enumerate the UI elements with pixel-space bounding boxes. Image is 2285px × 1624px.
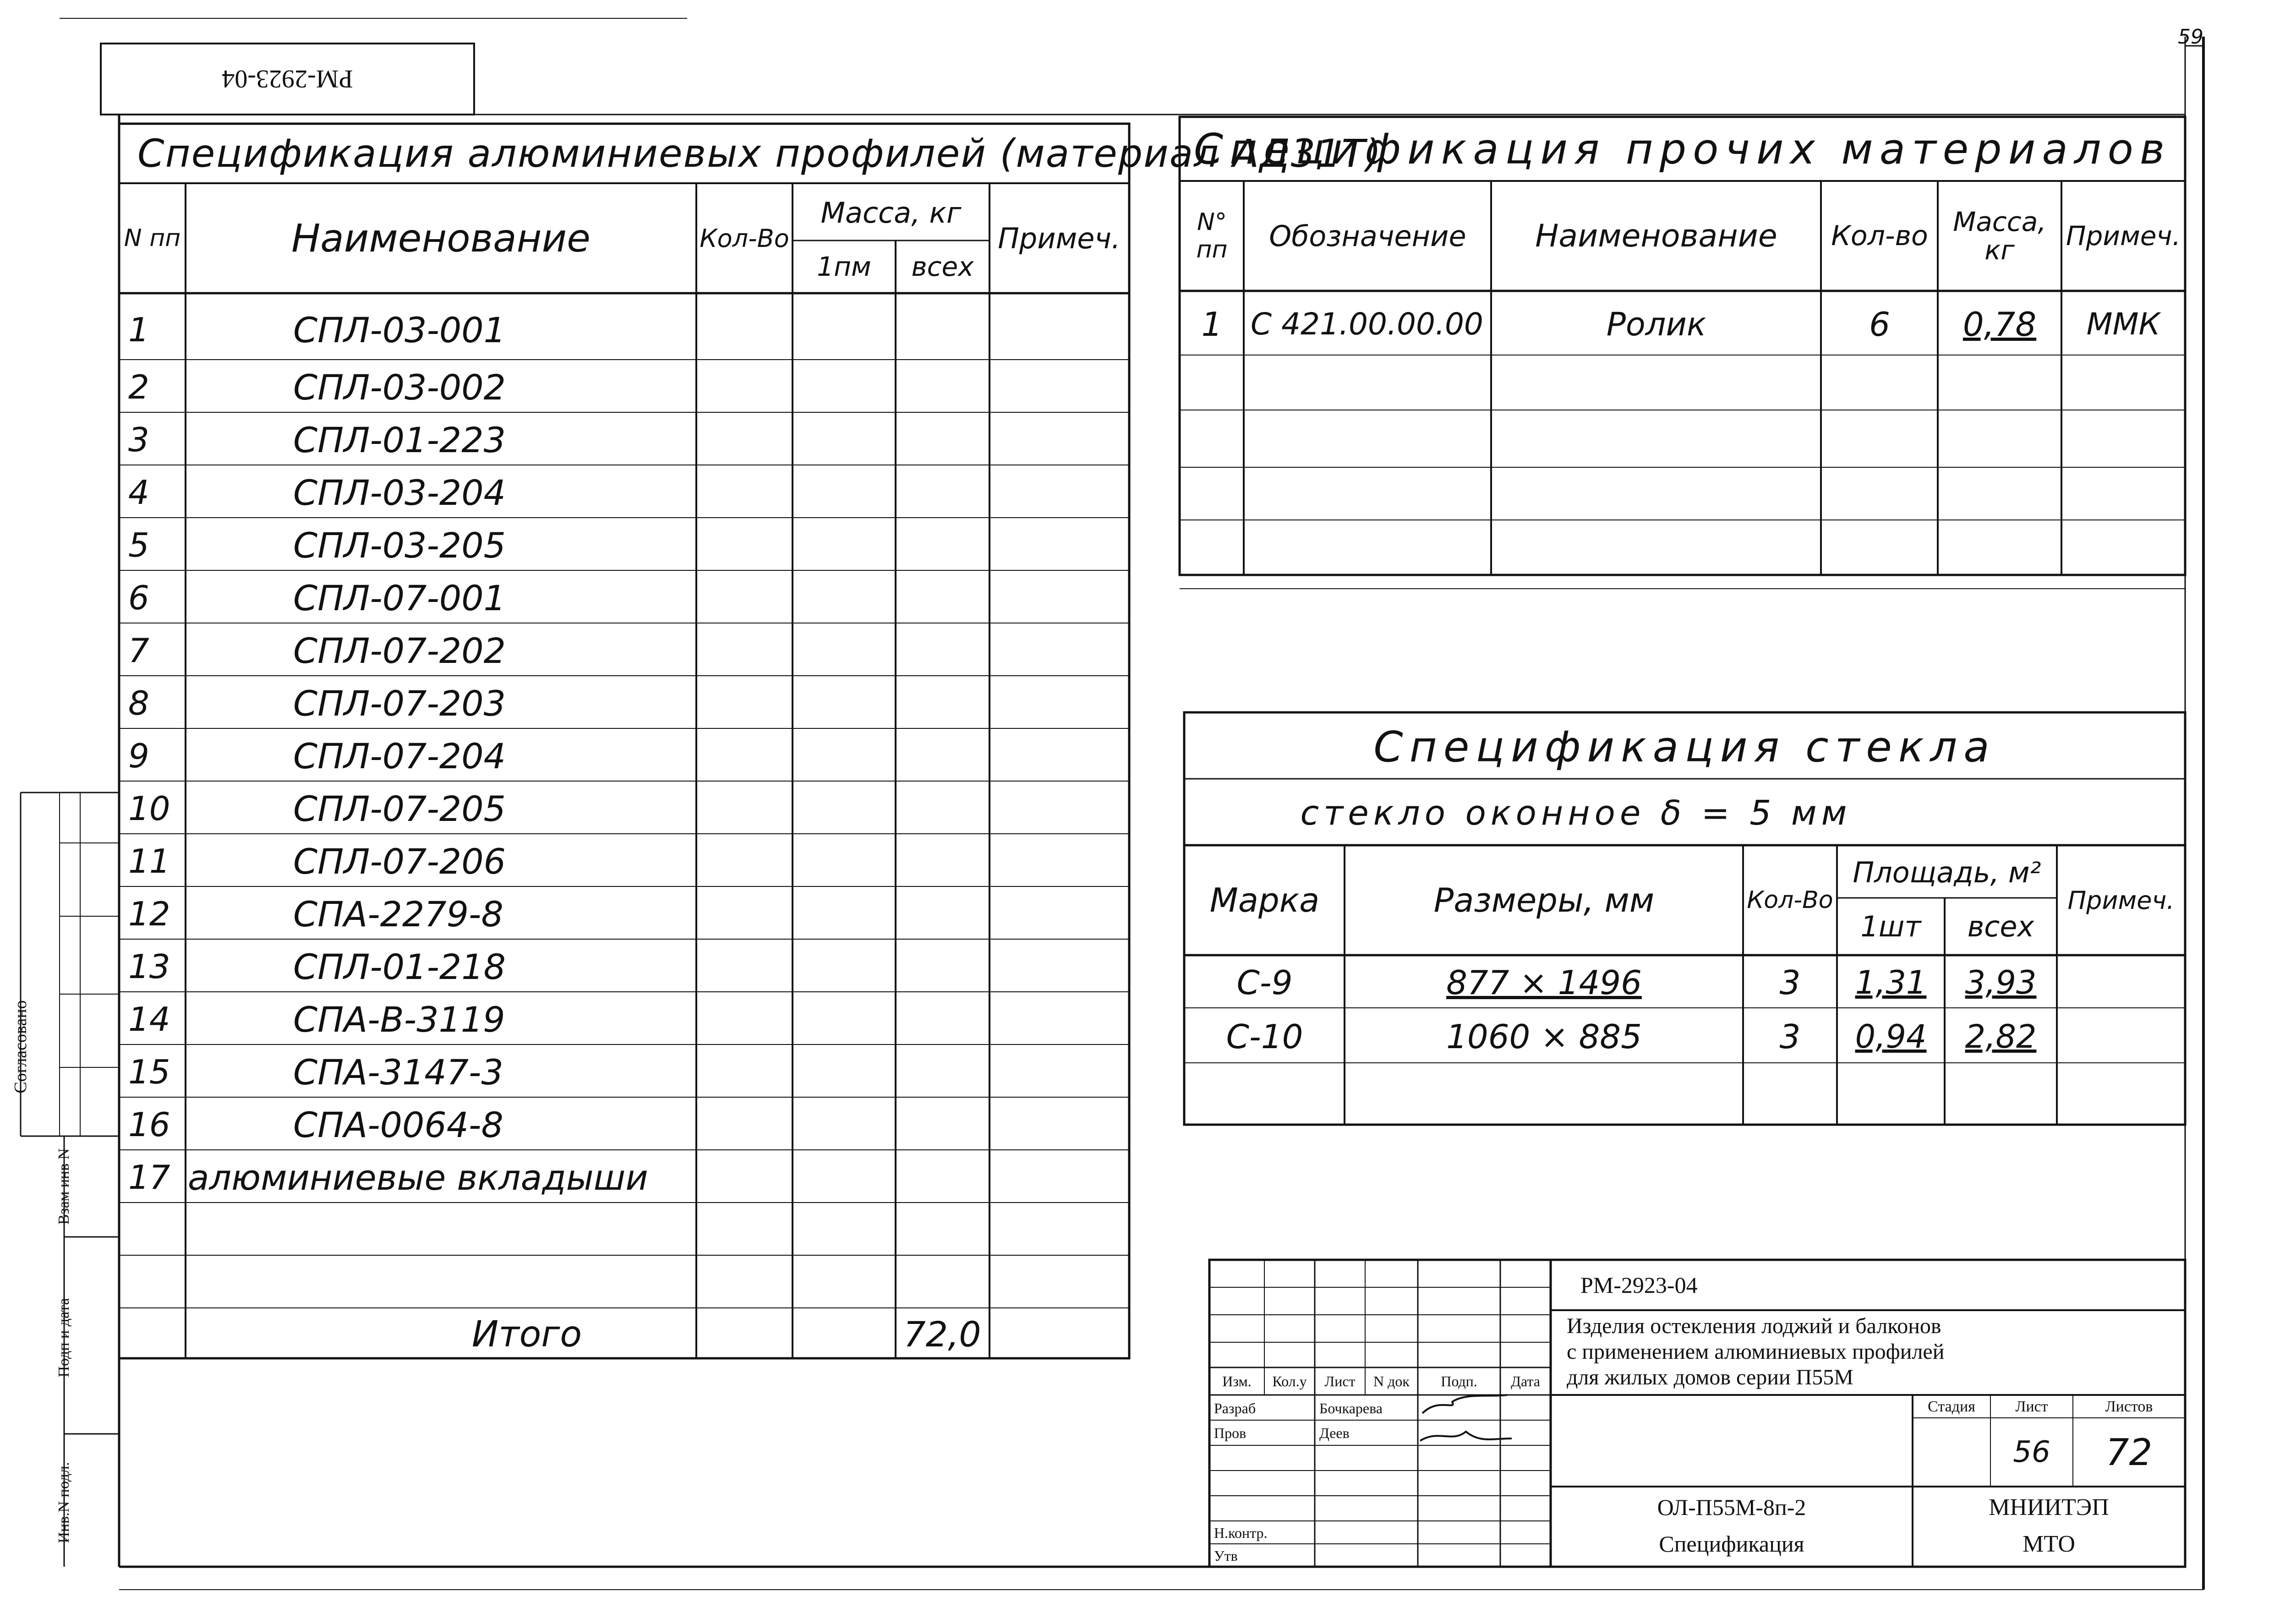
stamp-razrab: Разраб — [1214, 1400, 1256, 1416]
aluminum-row-num: 13 — [128, 947, 170, 986]
other-header-qty: Кол-во — [1831, 220, 1928, 252]
other-row-mass: 0,78 — [1962, 305, 2037, 344]
stamp-sheet-label: Лист — [2015, 1398, 2048, 1415]
stamp-col-data: Дата — [1511, 1373, 1540, 1389]
other-row-qty: 6 — [1869, 305, 1890, 344]
aluminum-row-num: 2 — [128, 368, 149, 406]
glass-row-qty: 3 — [1779, 1017, 1801, 1056]
aluminum-row-num: 10 — [128, 789, 170, 828]
aluminum-table-title: Спецификация алюминиевых профилей (материал АД31Т) — [137, 131, 1382, 176]
side-stamp-agreed: Согласовано — [11, 1000, 30, 1094]
glass-row-area-1: 1,31 — [1855, 964, 1927, 1001]
glass-row-area-all: 2,82 — [1965, 1017, 2037, 1055]
side-stamp-inv-podl: Инв.N подл. — [55, 1462, 72, 1543]
stamp-utv: Утв — [1214, 1547, 1238, 1564]
aluminum-header-num: N пп — [124, 224, 181, 252]
other-header-num: N° пп — [1196, 208, 1228, 263]
stamp-col-izm: Изм. — [1222, 1373, 1252, 1389]
aluminum-row-num: 12 — [128, 895, 170, 933]
other-row-note: ММК — [2086, 306, 2160, 342]
stamp-sheet-value: 56 — [2013, 1435, 2050, 1469]
aluminum-header-mass-all: всех — [911, 251, 974, 282]
glass-row-qty: 3 — [1779, 963, 1801, 1002]
glass-row-mark: С-10 — [1226, 1017, 1303, 1056]
aluminum-row-name: СПЛ-03-002 — [293, 366, 506, 408]
aluminum-row-name: СПЛ-07-202 — [293, 630, 506, 671]
aluminum-row-num: 14 — [128, 1000, 170, 1039]
stamp-sheets-value: 72 — [2105, 1431, 2153, 1474]
other-row-num: 1 — [1201, 305, 1223, 344]
aluminum-header-qty: Кол-Во — [700, 224, 789, 253]
aluminum-row-name: СПЛ-07-204 — [293, 735, 506, 776]
glass-header-note: Примеч. — [2067, 886, 2175, 915]
stamp-sheets-label: Листов — [2105, 1398, 2153, 1415]
stamp-prov-name: Деев — [1319, 1424, 1350, 1441]
other-row-name: Ролик — [1606, 305, 1706, 343]
aluminum-row-name: СПЛ-07-001 — [293, 577, 506, 618]
aluminum-header-note: Примеч. — [998, 221, 1121, 255]
aluminum-row-num: 16 — [128, 1105, 170, 1144]
aluminum-row-num: 8 — [128, 684, 149, 722]
aluminum-total-label: Итого — [471, 1313, 582, 1355]
page-number: 59 — [2178, 25, 2203, 49]
stamp-razrab-name: Бочкарева — [1319, 1400, 1383, 1416]
stamp-col-kolu: Кол.у — [1272, 1373, 1307, 1389]
aluminum-row-name: СПА-В-3119 — [293, 999, 505, 1040]
aluminum-row-name: СПЛ-07-205 — [293, 788, 506, 829]
glass-header-dims: Размеры, мм — [1433, 881, 1655, 919]
glass-header-mark: Марка — [1209, 881, 1320, 919]
glass-table-subtitle: стекло оконное δ = 5 мм — [1300, 793, 1852, 833]
glass-row-mark: С-9 — [1236, 963, 1293, 1002]
stamp-title-line3: для жилых домов серии П55М — [1567, 1365, 1853, 1389]
glass-table-title: Спецификация стекла — [1373, 722, 1996, 771]
aluminum-row-num: 4 — [128, 473, 149, 512]
glass-row-dims: 1060 × 885 — [1446, 1017, 1642, 1056]
glass-row-area-1: 0,94 — [1855, 1017, 1927, 1055]
side-stamp-podp-data: Подп и дата — [55, 1298, 72, 1378]
other-header-code: Обозначение — [1269, 219, 1466, 253]
stamp-org2: МТО — [2023, 1531, 2075, 1557]
glass-header-qty: Кол-Во — [1747, 886, 1833, 914]
aluminum-row-name: СПЛ-01-223 — [293, 419, 506, 460]
stamp-title-line1: Изделия остекления лоджий и балконов — [1567, 1313, 1941, 1338]
glass-header-area: Площадь, м² — [1853, 855, 2041, 889]
stamp-drawing-code: ОЛ-П55М-8п-2 — [1657, 1494, 1806, 1520]
stamp-code: РМ-2923-04 — [1580, 1272, 1698, 1298]
stamp-org1: МНИИТЭП — [1989, 1494, 2109, 1520]
glass-row-area-all: 3,93 — [1965, 964, 2037, 1001]
stamp-col-ndok: N док — [1373, 1373, 1410, 1389]
stamp-col-podp: Подп. — [1441, 1373, 1477, 1389]
stamp-title-line2: с применением алюминиевых профилей — [1567, 1339, 1945, 1364]
other-header-note: Примеч. — [2066, 220, 2181, 252]
aluminum-row-num: 5 — [128, 526, 149, 564]
aluminum-row-num: 1 — [128, 311, 149, 349]
glass-row-dims: 877 × 1496 — [1446, 963, 1642, 1002]
aluminum-row-name: СПА-3147-3 — [293, 1051, 503, 1093]
stamp-stage-label: Стадия — [1928, 1398, 1975, 1415]
aluminum-row-num: 15 — [128, 1053, 170, 1091]
other-header-mass: Масса, кг — [1953, 206, 2046, 266]
aluminum-row-name: алюминиевые вкладыши — [188, 1157, 648, 1198]
stamp-col-list: Лист — [1324, 1373, 1356, 1389]
aluminum-row-name: СПЛ-03-205 — [293, 525, 506, 566]
aluminum-row-num: 11 — [128, 842, 170, 880]
aluminum-row-name: СПЛ-07-203 — [293, 683, 506, 724]
aluminum-total-value: 72,0 — [903, 1314, 981, 1355]
aluminum-row-num: 6 — [128, 579, 149, 617]
side-stamp-vzam-inv: Взам инв N — [55, 1148, 72, 1225]
aluminum-header-mass-1pm: 1пм — [817, 251, 871, 282]
aluminum-row-num: 3 — [128, 421, 149, 459]
other-header-name: Наименование — [1535, 218, 1777, 254]
aluminum-row-num: 7 — [128, 631, 149, 670]
stamp-drawing-name: Спецификация — [1659, 1531, 1804, 1557]
aluminum-row-name: СПЛ-03-204 — [293, 472, 506, 513]
glass-header-area-1: 1шт — [1860, 909, 1921, 943]
glass-header-area-all: всех — [1967, 909, 2034, 943]
aluminum-row-name: СПА-2279-8 — [293, 893, 503, 935]
stamp-prov: Пров — [1214, 1424, 1246, 1441]
other-row-code: С 421.00.00.00 — [1251, 306, 1483, 342]
aluminum-row-num: 17 — [128, 1158, 170, 1197]
aluminum-row-name: СПЛ-07-206 — [293, 841, 506, 882]
stamp-nkontr: Н.контр. — [1214, 1524, 1268, 1541]
aluminum-row-name: СПА-0064-8 — [293, 1104, 503, 1145]
aluminum-row-name: СПЛ-03-001 — [293, 309, 506, 350]
aluminum-row-num: 9 — [128, 737, 149, 775]
other-table-title: Спецификация прочих материалов — [1193, 124, 2171, 174]
doc-code-top-rotated: РМ-2923-04 — [222, 65, 353, 93]
aluminum-header-mass: Масса, кг — [820, 196, 962, 230]
aluminum-row-name: СПЛ-01-218 — [293, 946, 506, 987]
aluminum-header-name: Наименование — [291, 216, 590, 261]
